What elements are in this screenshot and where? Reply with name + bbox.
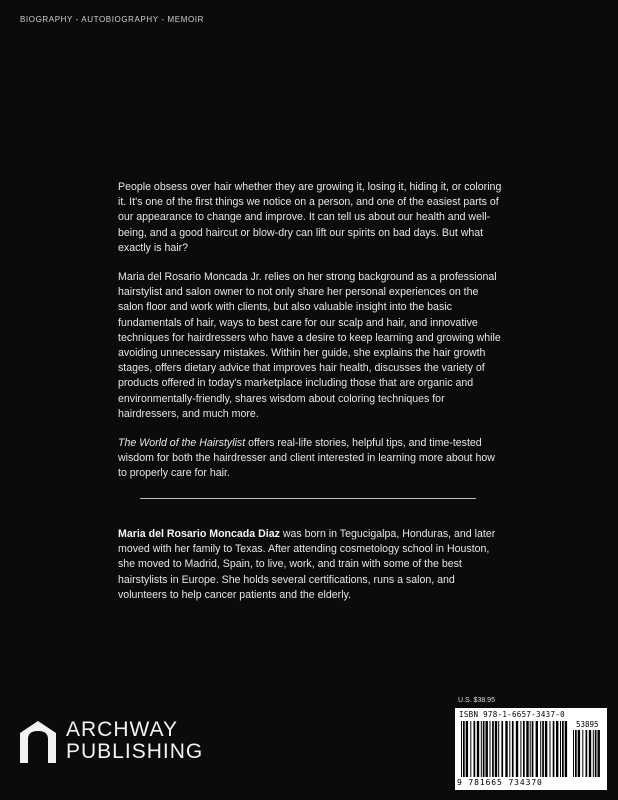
barcode-bar: [516, 721, 518, 777]
barcode-bar: [593, 730, 594, 777]
publisher-name-line2: PUBLISHING: [66, 740, 204, 763]
barcode-bar: [540, 721, 541, 777]
book-title: The World of the Hairstylist: [118, 437, 246, 450]
category-label: BIOGRAPHY - AUTOBIOGRAPHY - MEMOIR: [20, 15, 204, 24]
barcode-bar: [490, 721, 491, 777]
barcode-bar: [526, 721, 528, 777]
isbn-number: ISBN 978-1-6657-3437-0: [459, 710, 565, 719]
retail-price: U.S. $38.95: [458, 697, 495, 704]
blurb-paragraph-2: Maria del Rosario Moncada Jr. relies on her strong background as a professional hairstylist and salon owner to not only share her personal experiences on the salon floor and work with clients, but also valuable insight into the basic fundamentals of hair, ways to best care for our scalp and hair, and innovative techniques for hairdressers who have a desire to keep learning and growing while avoiding unnecessary mistakes. Within her guide, she explains the hair growth stages, offers dietary advice that improves hair health, discusses the variety of products offered in today's marketplace including those that are organic and environmentally-friendly, shares wisdom about coloring techniques for hairdressers, and much more.: [118, 271, 501, 420]
barcode-bar: [477, 721, 479, 777]
barcode-bar: [520, 721, 521, 777]
barcode-bar: [532, 721, 534, 777]
blurb-paragraph-1: People obsess over hair whether they are growing it, losing it, hiding it, or coloring it. It's one of the first things we notice on a person, and one of the easiest parts of our appearance to change and improve. It can tell us about our health and well-being, and a good haircut or blow-dry can lift our spirits on bad days. But what exactly is hair?: [118, 181, 502, 254]
barcode-bar: [586, 730, 588, 777]
barcode-bar: [481, 721, 482, 777]
section-divider: [140, 498, 476, 499]
barcode-bar: [466, 721, 468, 777]
barcode-bar: [598, 730, 600, 777]
ean-digits: 9 781665 734370: [457, 778, 543, 787]
barcode-bar: [595, 730, 597, 777]
back-cover-blurb: [118, 180, 502, 496]
barcode-bar: [509, 721, 510, 777]
blurb-paragraph-3: [118, 436, 502, 482]
barcode-bar: [474, 721, 476, 777]
author-bio-text: was born in Tegucigalpa, Honduras, and later moved with her family to Texas. After attending cosmetology school in Houston, she moved to Madrid, Spain, to live, work, and train with some of the best hairstylists in Europe. She holds several certifications, runs a salon, and volunteers to help cancer patients and the elderly.: [118, 528, 496, 601]
addon-barcode-bars: [573, 730, 601, 779]
barcode-bar: [550, 721, 551, 777]
barcode-bar: [461, 721, 462, 777]
barcode-bar: [523, 721, 525, 777]
barcode-bar: [545, 721, 547, 777]
barcode-bar: [486, 721, 488, 777]
barcode-bar: [495, 721, 497, 777]
barcode-bar: [470, 721, 471, 777]
barcode-bar: [575, 730, 577, 777]
barcode-bar: [542, 721, 544, 777]
ean-barcode-bars: [461, 721, 569, 779]
isbn-barcode: [455, 708, 607, 790]
author-name: Maria del Rosario Moncada Diaz: [118, 528, 280, 540]
barcode-bar: [536, 721, 538, 777]
barcode-bar: [565, 721, 567, 777]
price-code: 53895: [576, 720, 599, 729]
barcode-bar: [492, 721, 494, 777]
barcode-bar: [573, 730, 574, 777]
barcode-bar: [463, 721, 465, 777]
barcode-bar: [562, 721, 564, 777]
barcode-bar: [483, 721, 485, 777]
barcode-bar: [501, 721, 503, 777]
barcode-bar: [505, 721, 507, 777]
barcode-bar: [553, 721, 555, 777]
blurb-paragraph-3-text: offers real-life stories, helpful tips, and time-tested wisdom for both the hairdresser and client interested in learning more about how to properly care for hair.: [118, 437, 495, 480]
barcode-bar: [578, 730, 580, 777]
author-bio: [118, 527, 502, 603]
barcode-bar: [512, 721, 514, 777]
barcode-bar: [560, 721, 561, 777]
barcode-bar: [582, 730, 583, 777]
barcode-bar: [589, 730, 591, 777]
barcode-bar: [530, 721, 531, 777]
publisher-logo: [18, 719, 203, 763]
publisher-name-line1: ARCHWAY: [66, 718, 178, 741]
archway-logo-icon: [18, 719, 58, 763]
barcode-bar: [556, 721, 558, 777]
barcode-bar: [498, 721, 499, 777]
